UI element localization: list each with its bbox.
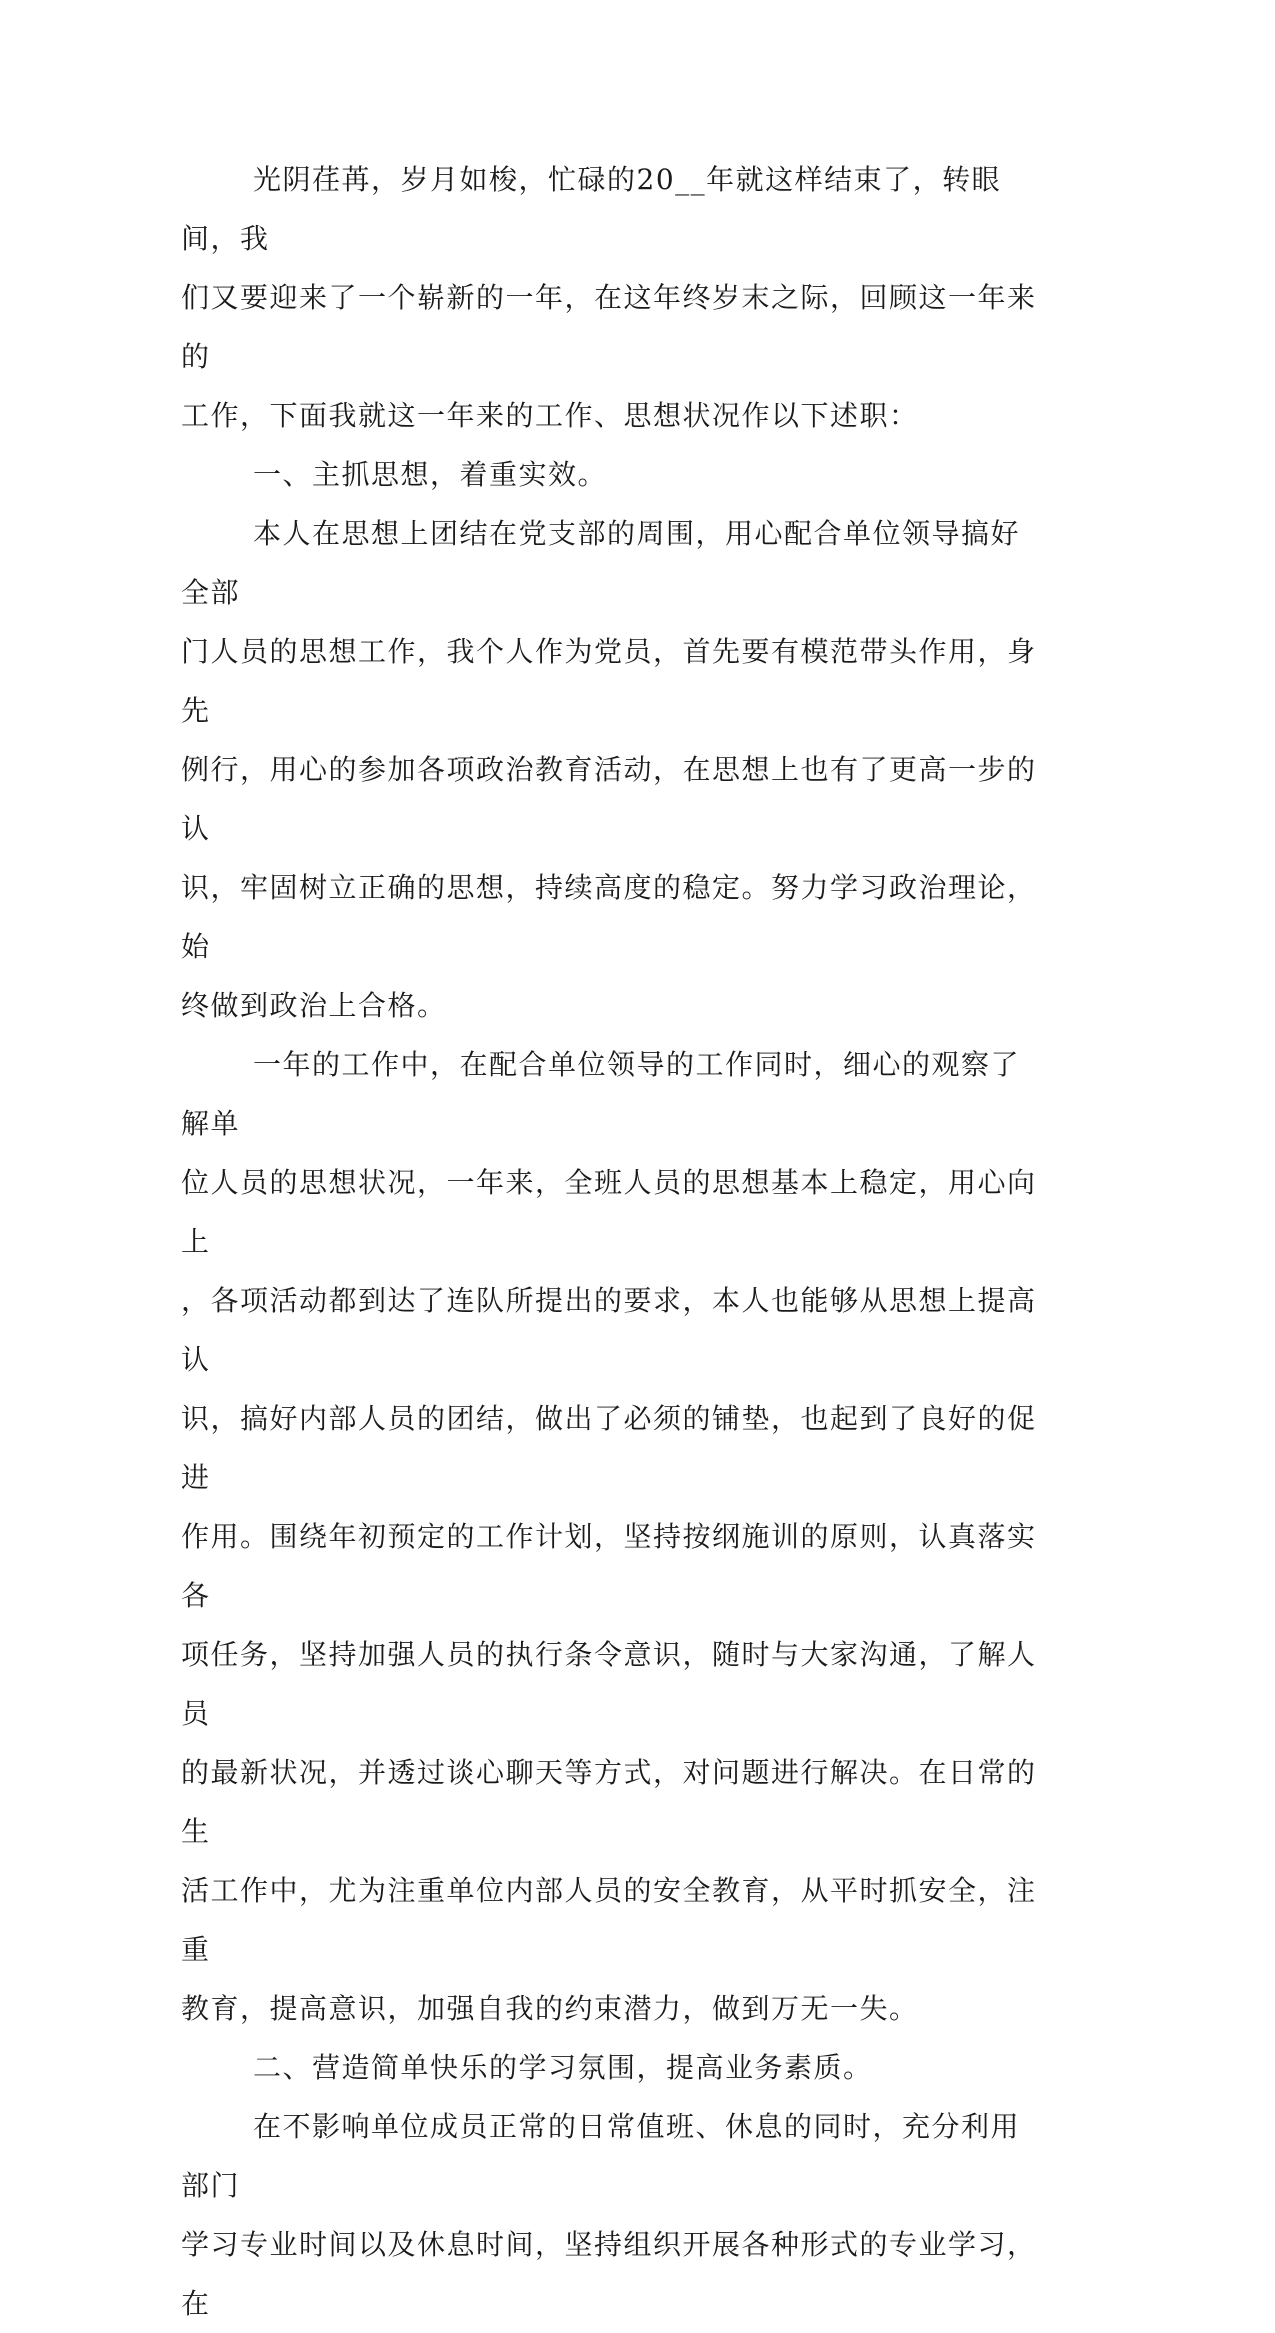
document-body xyxy=(181,150,1041,2333)
heading-section-2: 二、营造简单快乐的学习氛围，提高业务素质。 xyxy=(253,2051,873,2084)
paragraph-intro: 光阴荏苒，岁月如梭，忙碌的20__年就这样结束了，转眼间，我 们又要迎来了一个崭新的一年，在这年终岁末之际，回顾这一年来的 工作，下面我就这一年来的工作、思想状况作以下述职： xyxy=(181,163,1037,432)
heading-section-1: 一、主抓思想，着重实效。 xyxy=(253,458,608,491)
paragraph-work-year: 一年的工作中，在配合单位领导的工作同时，细心的观察了解单 位人员的思想状况，一年来，全班人员的思想基本上稳定，用心向上 ，各项活动都到达了连队所提出的要求，本人也能够从思想上提高认 识，搞好内部人员的团结，做出了必须的铺垫，也起到了良好的促进 作用。围绕年初预定的工作计划，坚持按纲施训的原则，认真落实各 项任务，坚持加强人员的执行条令意识，随时与大家沟通，了解人员 的最新状况，并透过谈心聊天等方式，对问题进行解决。在日常的生 活工作中，尤为注重单位内部人员的安全教育，从平时抓安全，注重 教育，提高意识，加强自我的约束潜力，做到万无一失。 xyxy=(181,1048,1037,2025)
paragraph-study: 在不影响单位成员正常的日常值班、休息的同时，充分利用部门 学习专业时间以及休息时间，坚持组织开展各种形式的专业学习，在 xyxy=(181,2110,1037,2320)
paragraph-ideology: 本人在思想上团结在党支部的周围，用心配合单位领导搞好全部 门人员的思想工作，我个人作为党员，首先要有模范带头作用，身先 例行，用心的参加各项政治教育活动，在思想上也有了更高一步的认 识，牢固树立正确的思想，持续高度的稳定。努力学习政治理论，始 终做到政治上合格。 xyxy=(181,517,1037,1022)
